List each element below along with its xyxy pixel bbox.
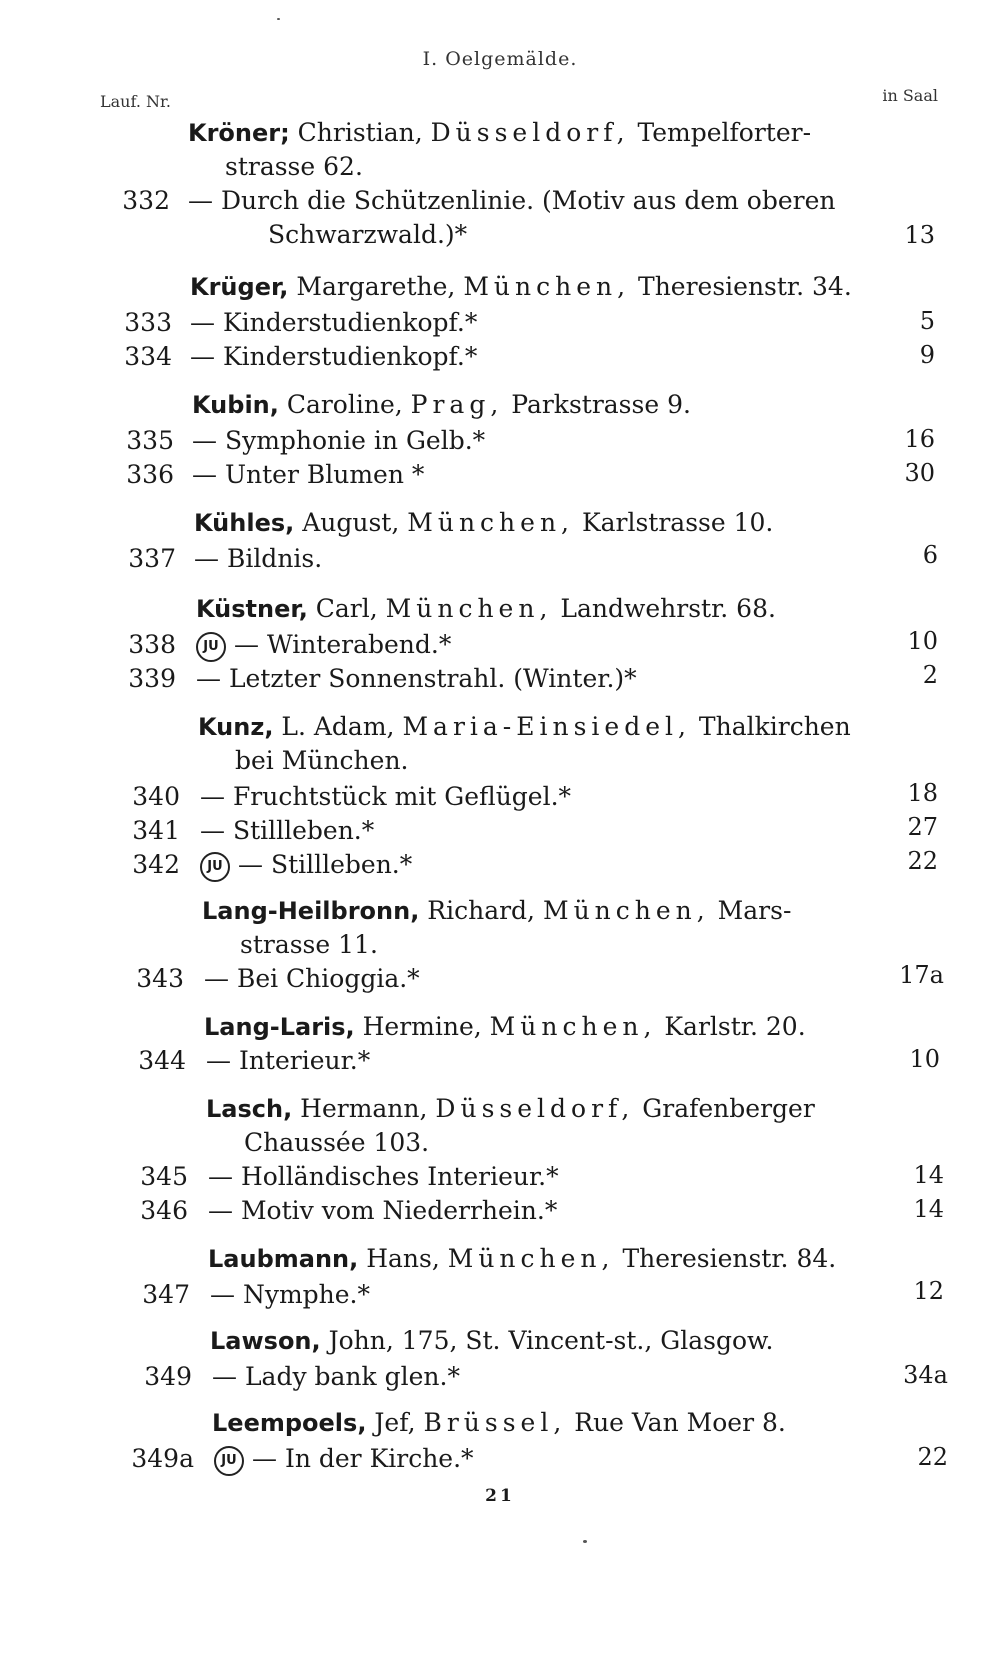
artist-address: Rue Van Moer 8.: [574, 1408, 786, 1437]
artist-given-name: Margarethe,: [288, 272, 456, 301]
artist-given-name: August,: [294, 508, 400, 537]
artist-name: Kunz,: [198, 713, 274, 741]
artist-address: Theresienstr. 34.: [638, 272, 852, 301]
artist-city: München,: [489, 1012, 657, 1041]
work-title: — Holländisches Interieur.*: [208, 1162, 559, 1191]
artist-entry: [206, 1094, 815, 1124]
work-title: [214, 1444, 474, 1476]
work-title: — Bildnis.: [194, 544, 323, 573]
hall-number: 10: [907, 627, 938, 655]
artist-entry: [192, 390, 691, 420]
artist-city: Maria-Einsiedel,: [402, 712, 691, 741]
artist-address: Landwehrstr. 68.: [560, 594, 776, 623]
work-title: — Stillleben.*: [200, 816, 375, 845]
work-title: — Kinderstudienkopf.*: [190, 308, 478, 337]
catalog-number: 349: [144, 1362, 192, 1391]
work-title: — Durch die Schützenlinie. (Motiv aus dem oberen: [188, 186, 836, 215]
hall-number: 16: [904, 425, 935, 453]
artist-address-cont: Chaussée 103.: [244, 1128, 430, 1157]
hall-number: 12: [913, 1277, 944, 1305]
artist-city: München,: [463, 272, 631, 301]
artist-given-name: Hermann,: [292, 1094, 428, 1123]
artist-address: Thalkirchen: [698, 712, 851, 741]
artist-address-cont: strasse 11.: [240, 930, 378, 959]
hall-number: 27: [907, 813, 938, 841]
work-title: — Lady bank glen.*: [212, 1362, 460, 1391]
work-title-text: — Stillleben.*: [238, 850, 413, 879]
catalog-number: 344: [138, 1046, 186, 1075]
artist-name: Kröner;: [188, 119, 290, 147]
catalog-number: 332: [122, 186, 170, 215]
artist-address: Karlstr. 20.: [664, 1012, 806, 1041]
artist-given-name: Jef,: [366, 1408, 416, 1437]
page-number: 21: [485, 1486, 515, 1506]
work-title: [200, 850, 412, 882]
artist-city: Düsseldorf,: [430, 118, 630, 147]
hall-number: 14: [913, 1195, 944, 1223]
work-title: — Nymphe.*: [210, 1280, 370, 1309]
artist-address: Theresienstr. 84.: [622, 1244, 837, 1273]
jury-mark-icon: JU: [196, 632, 226, 662]
artist-name: Leempoels,: [212, 1409, 367, 1437]
catalog-number: 338: [128, 630, 176, 659]
artist-given-name: Richard,: [419, 896, 536, 925]
hall-number: 34a: [903, 1361, 948, 1389]
artist-entry: [204, 1012, 806, 1042]
hall-number: 9: [919, 341, 935, 369]
catalog-number: 349a: [131, 1444, 194, 1473]
artist-city: Prag,: [410, 390, 504, 419]
hall-number: 5: [919, 307, 935, 335]
hall-number: 14: [913, 1161, 944, 1189]
jury-mark-icon: JU: [214, 1446, 244, 1476]
work-title: — Symphonie in Gelb.*: [192, 426, 486, 455]
artist-entry: [194, 508, 773, 538]
catalog-number: 333: [124, 308, 172, 337]
artist-entry: [196, 594, 776, 624]
artist-entry: [198, 712, 851, 742]
scan-speck: [583, 1540, 587, 1543]
artist-entry: [210, 1326, 773, 1356]
hall-number: 22: [917, 1443, 948, 1471]
artist-given-name: Hans,: [358, 1244, 440, 1273]
artist-address: Grafenberger: [642, 1094, 815, 1123]
artist-entry: [212, 1408, 786, 1438]
hall-number: 22: [907, 847, 938, 875]
artist-name: Kühles,: [194, 509, 295, 537]
work-title: — Kinderstudienkopf.*: [190, 342, 478, 371]
catalog-number: 345: [140, 1162, 188, 1191]
artist-name: Küstner,: [196, 595, 308, 623]
artist-address: 175, St. Vincent-st., Glasgow.: [401, 1326, 774, 1355]
column-label-number: Lauf. Nr.: [100, 92, 171, 111]
artist-city: München,: [542, 896, 710, 925]
artist-given-name: Christian,: [289, 118, 423, 147]
artist-given-name: Caroline,: [278, 390, 403, 419]
catalog-number: 339: [128, 664, 176, 693]
catalog-number: 346: [140, 1196, 188, 1225]
work-title: — Fruchtstück mit Geflügel.*: [200, 782, 572, 811]
artist-address: Parkstrasse 9.: [511, 390, 691, 419]
artist-entry: [190, 272, 852, 302]
work-title: — Interieur.*: [206, 1046, 371, 1075]
catalog-number: 334: [124, 342, 172, 371]
work-title-text: — In der Kirche.*: [252, 1444, 474, 1473]
column-label-hall: in Saal: [882, 86, 938, 105]
artist-address-cont: strasse 62.: [225, 152, 363, 181]
artist-name: Lang-Laris,: [204, 1013, 355, 1041]
catalog-number: 335: [126, 426, 174, 455]
artist-given-name: Hermine,: [354, 1012, 482, 1041]
work-title: — Letzter Sonnenstrahl. (Winter.)*: [196, 664, 637, 693]
section-title: I. Oelgemälde.: [422, 48, 578, 70]
artist-address: Mars-: [717, 896, 792, 925]
hall-number: 10: [909, 1045, 940, 1073]
catalog-number: 336: [126, 460, 174, 489]
artist-given-name: John,: [320, 1326, 394, 1355]
artist-address-cont: bei München.: [235, 746, 409, 775]
artist-city: München,: [407, 508, 574, 537]
hall-number: 2: [922, 661, 938, 689]
work-title-text: — Winterabend.*: [234, 630, 452, 659]
artist-address: Tempelforter-: [637, 118, 812, 147]
artist-city: Brüssel,: [423, 1408, 567, 1437]
hall-number: 30: [904, 459, 935, 487]
work-title: — Bei Chioggia.*: [204, 964, 420, 993]
work-title: [196, 630, 451, 662]
artist-entry: [202, 896, 791, 926]
catalog-number: 347: [142, 1280, 190, 1309]
catalog-number: 340: [132, 782, 180, 811]
hall-number: 17a: [899, 961, 944, 989]
catalog-number: 341: [132, 816, 180, 845]
artist-name: Laubmann,: [208, 1245, 359, 1273]
artist-entry: [208, 1244, 836, 1274]
artist-name: Lasch,: [206, 1095, 293, 1123]
artist-given-name: L. Adam,: [273, 712, 395, 741]
catalog-number: 342: [132, 850, 180, 879]
artist-name: Krüger,: [190, 273, 289, 301]
artist-name: Lawson,: [210, 1327, 321, 1355]
hall-number: 6: [922, 541, 938, 569]
catalog-number: 343: [136, 964, 184, 993]
artist-city: München,: [385, 594, 553, 623]
artist-city: Düsseldorf,: [435, 1094, 635, 1123]
work-title: — Unter Blumen *: [192, 460, 425, 489]
hall-number: 13: [904, 221, 935, 249]
artist-entry: [188, 118, 811, 148]
hall-number: 18: [907, 779, 938, 807]
work-title: — Motiv vom Niederrhein.*: [208, 1196, 558, 1225]
artist-city: München,: [447, 1244, 615, 1273]
artist-name: Kubin,: [192, 391, 279, 419]
artist-name: Lang-Heilbronn,: [202, 897, 420, 925]
artist-given-name: Carl,: [307, 594, 378, 623]
jury-mark-icon: JU: [200, 852, 230, 882]
artist-address: Karlstrasse 10.: [581, 508, 774, 537]
catalog-number: 337: [128, 544, 176, 573]
scan-speck: [277, 18, 280, 20]
work-title-cont: Schwarzwald.)*: [268, 220, 468, 249]
